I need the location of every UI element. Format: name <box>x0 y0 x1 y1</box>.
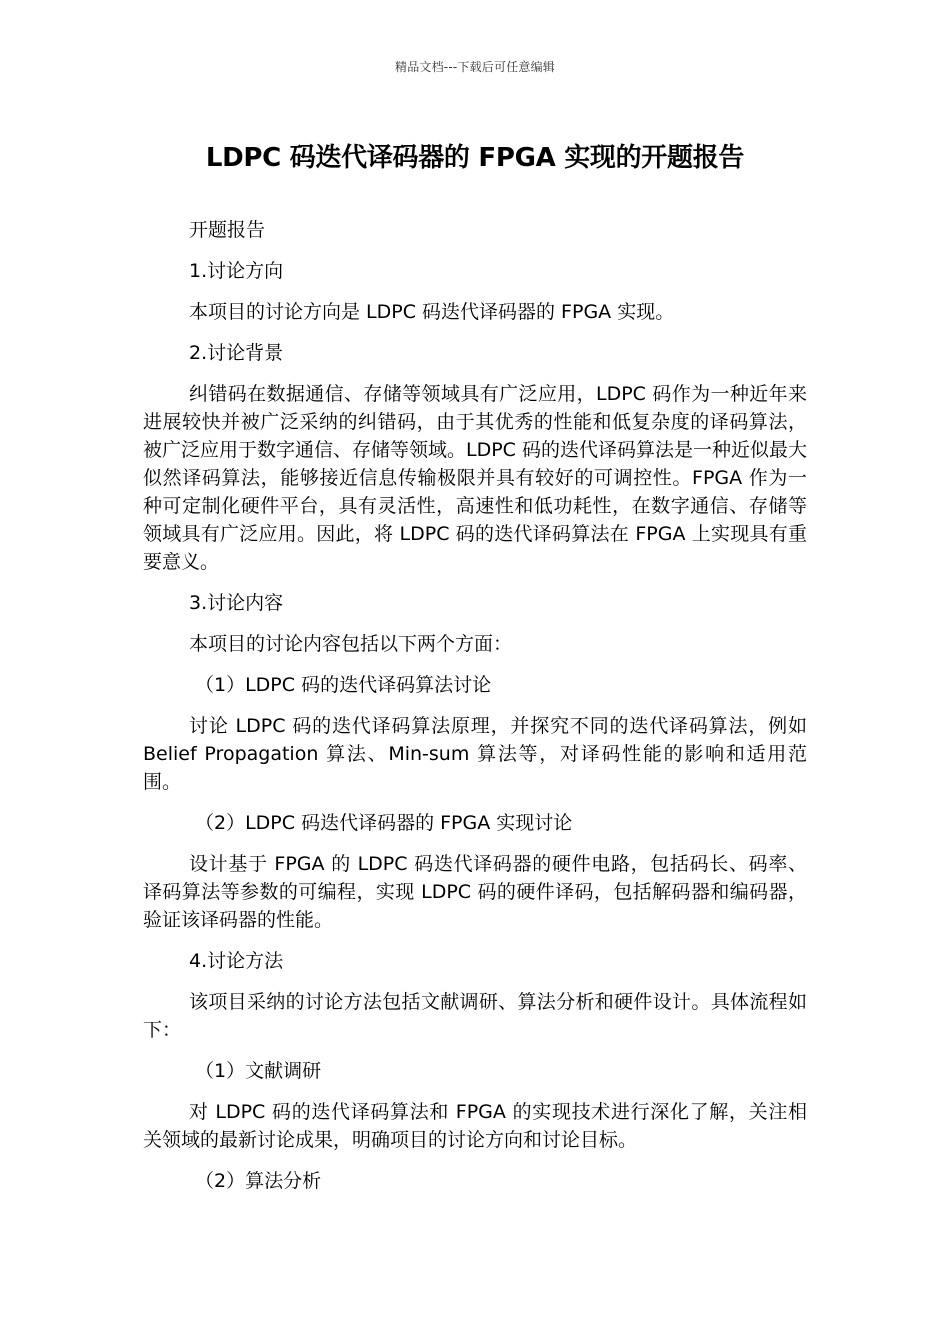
body-paragraph: 对 LDPC 码的迭代译码算法和 FPGA 的实现技术进行深化了解，关注相关领域的最新讨论成果，明确项目的讨论方向和讨论目标。 <box>143 1101 807 1151</box>
subsection-heading: （1）LDPC 码的迭代译码算法讨论 <box>195 674 492 696</box>
body-paragraph: 讨论 LDPC 码的迭代译码算法原理，并探究不同的迭代译码算法，例如 Belief Propagation 算法、Min-sum 算法等，对译码性能的影响和适用范围。 <box>143 715 807 793</box>
body-paragraph: 该项目采纳的讨论方法包括文献调研、算法分析和硬件设计。具体流程如下： <box>143 991 807 1041</box>
subsection-heading: （1）文献调研 <box>195 1060 322 1082</box>
body-paragraph: 本项目的讨论方向是 LDPC 码迭代译码器的 FPGA 实现。 <box>189 301 675 323</box>
section-heading: 2.讨论背景 <box>189 342 284 364</box>
section-heading: 3.讨论内容 <box>189 592 284 614</box>
body-paragraph: 纠错码在数据通信、存储等领域具有广泛应用，LDPC 码作为一种近年来进展较快并被广泛采纳的纠错码，由于其优秀的性能和低复杂度的译码算法，被广泛应用于数字通信、存储等领域。LDPC 码的迭代译码算法是一种近似最大似然译码算法，能够接近信息传输极限并具有较好的可调控性。FPGA 作为一种可定制化硬件平台，具有灵活性，高速性和低功耗性，在数字通信、存储等领域具有广泛应用。因此，将 LDPC 码的迭代译码算法在 FPGA 上实现具有重要意义。 <box>143 383 807 573</box>
section-heading: 1.讨论方向 <box>189 260 284 282</box>
subsection-heading: （2）LDPC 码迭代译码器的 FPGA 实现讨论 <box>195 812 573 834</box>
subsection-heading: （2）算法分析 <box>195 1170 322 1192</box>
body-paragraph: 设计基于 FPGA 的 LDPC 码迭代译码器的硬件电路，包括码长、码率、译码算法等参数的可编程，实现 LDPC 码的硬件译码，包括解码器和编码器，验证该译码器的性能。 <box>143 853 807 931</box>
document-body <box>143 216 807 1208</box>
body-paragraph: 本项目的讨论内容包括以下两个方面： <box>189 633 513 655</box>
document-title: LDPC 码迭代译码器的 FPGA 实现的开题报告 <box>205 143 745 173</box>
section-heading: 4.讨论方法 <box>189 950 284 972</box>
header-note: 精品文档---下载后可任意编辑 <box>395 60 555 74</box>
section-heading: 开题报告 <box>189 219 266 241</box>
